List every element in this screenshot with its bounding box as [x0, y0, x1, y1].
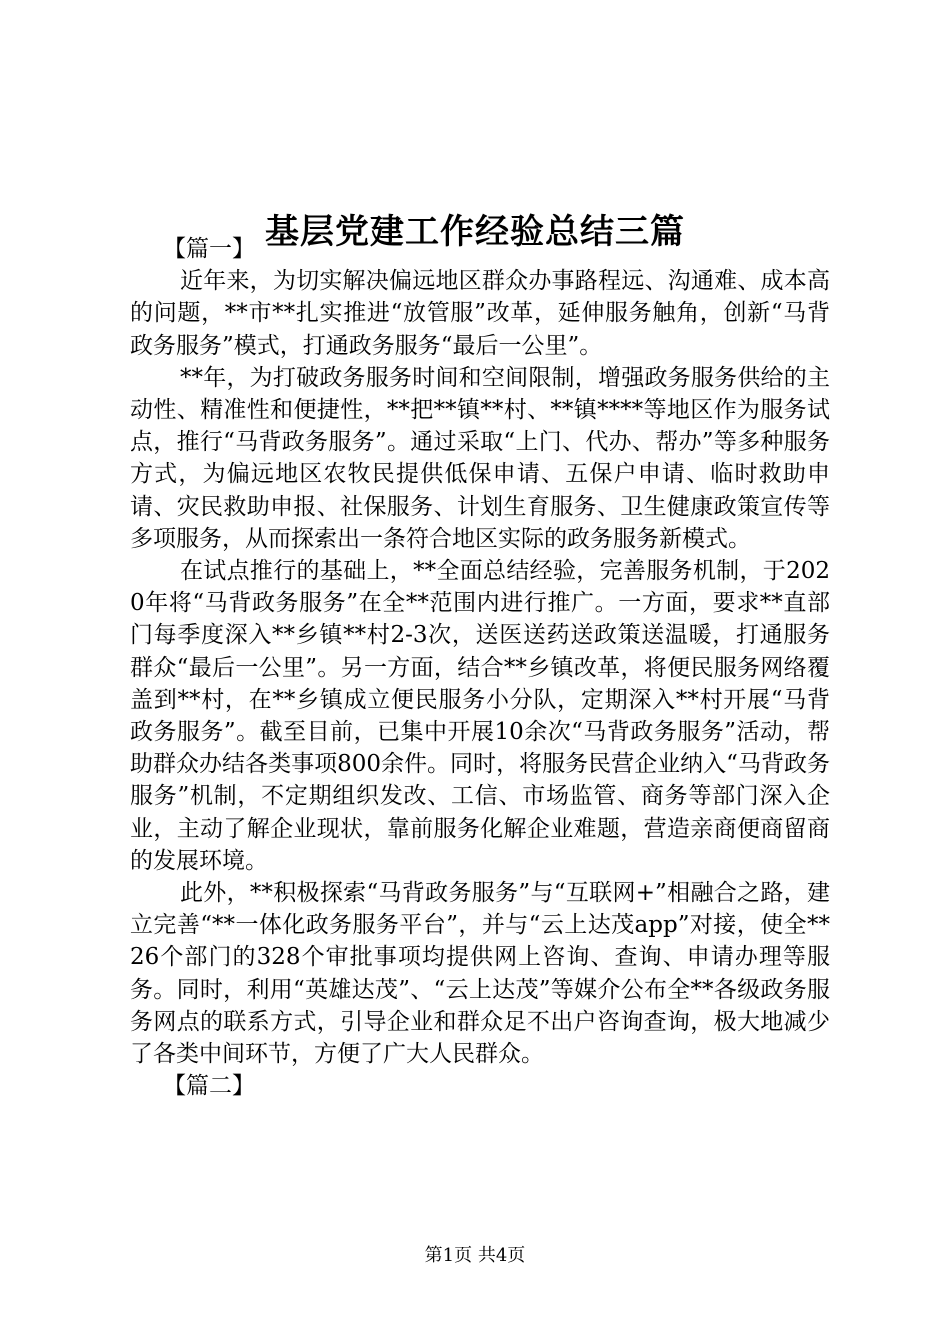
- section-one-label: 【篇一】: [163, 236, 255, 262]
- paragraph-2: **年，为打破政务服务时间和空间限制，增强政务服务供给的主动性、精准性和便捷性，**把**镇**村、**镇****等地区作为服务试点，推行“马背政务服务”。通过采取“上门、代办、帮办”等多种服务方式，为偏远地区农牧民提供低保申请、五保户申请、临时救助申请、灾民救助申报、社保服务、计划生育服务、卫生健康政策宣传等多项服务，从而探索出一条符合地区实际的政务服务新模式。: [130, 364, 831, 552]
- document-title: 基层党建工作经验总结三篇: [265, 211, 685, 252]
- page-footer: 第1页 共4页: [424, 1245, 526, 1266]
- paragraph-4: 此外，**积极探索“马背政务服务”与“互联网+”相融合之路，建立完善“**一体化政务服务平台”，并与“云上达茂app”对接，使全**26个部门的328个审批事项均提供网上咨询、查询、申请办理等服务。同时，利用“英雄达茂”、“云上达茂”等媒介公布全**各级政务服务网点的联系方式，引导企业和群众足不出户咨询查询，极大地减少了各类中间环节，方便了广大人民群众。: [130, 880, 830, 1068]
- paragraph-1: 近年来，为切实解决偏远地区群众办事路程远、沟通难、成本高的问题，**市**扎实推进“放管服”改革，延伸服务触角，创新“马背政务服务”模式，打通政务服务“最后一公里”。: [130, 268, 830, 359]
- section-two-label: 【篇二】: [163, 1073, 255, 1100]
- paragraph-3: 在试点推行的基础上，**全面总结经验，完善服务机制，于2020年将“马背政务服务”在全**范围内进行推广。一方面，要求**直部门每季度深入**乡镇**村2-3次，送医送药送政策送温暖，打通服务群众“最后一公里”。另一方面，结合**乡镇改革，将便民服务网络覆盖到**村，在**乡镇成立便民服务小分队，定期深入**村开展“马背政务服务”。截至目前，已集中开展10余次“马背政务服务”活动，帮助群众办结各类事项800余件。同时，将服务民营企业纳入“马背政务服务”机制，不定期组织发改、工信、市场监管、商务等部门深入企业，主动了解企业现状，靠前服务化解企业难题，营造亲商便商留商的发展环境。: [130, 558, 830, 874]
- document-body: [130, 233, 830, 1102]
